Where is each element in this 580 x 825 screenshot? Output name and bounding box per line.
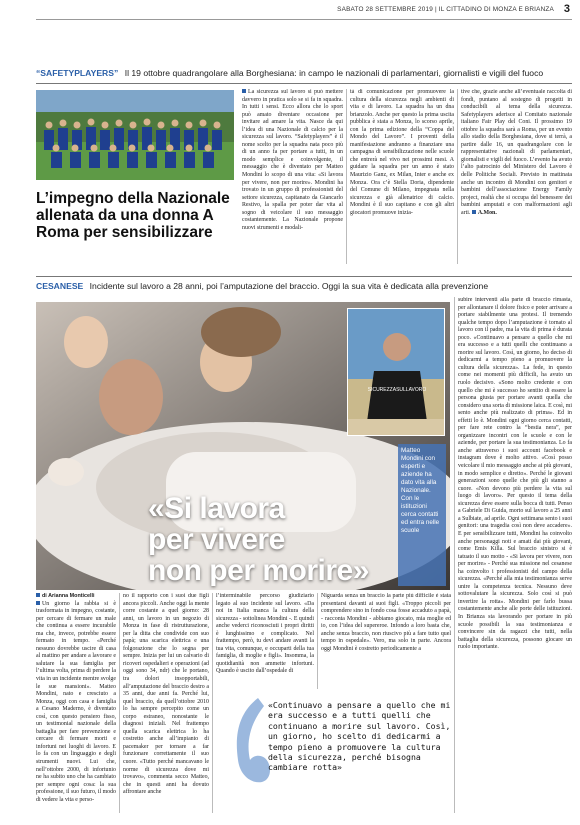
story2-column-2: no il rapporto con i suoi due figli ancora piccoli. Anche oggi la mente corre costante a quel giorno: 28 anni, un lavoro in un negozio di Monza in fase di ristrutturazione, per la ditta che condivide con suo papà; una scarica elettrica e una folgorazione che lo segna per sempre. Inizia per lui un calvario di ricoveri ospedalieri e operazioni (ad oggi sono 34, ndr) che le portano, tra dolori insopportabili, all’amputazione del braccio destro a 35 anni, due anni fa. Perché lui, quel braccio, da quell’ottobre 2010 lo ha sempre percepito come un corpo estraneo, nonostante le diagnosi iniziali. Nel frattempo quella scarica elettrica lo ha costretto anche all’impianto di pacemaker per tornare a far funzionare correttamente il suo cuore. «Tutto perché mancavano le norme di sicurezza dove mi trovavo», commenta secco Matteo, che in questi anni ha dovuto affrontare anche [123, 593, 209, 796]
pull-quote: «Continuavo a pensare a quello che mi era successo e a tutti quelli che continuano a morire sul lavoro. Così, un giorno, ho scelto di dedicarmi a tempo pieno a promuovere la cultura della sicurezza, perché bisogna cambiare rotta» [268, 700, 451, 773]
story2-column-5: subire interventi alla parte di braccio rimasta, per allontanare il dolore fisico e poter arrivare a portare stabilmente una protesi. Il tremendo qualche tempo dopo l’amputazione è tornato al lavoro con il padre, ma la vita di prima è durata poco. «Continuavo a pensare a quello che mi era successo e a tutti quelli che continuano a morire sul lavoro. Così, un giorno, ho deciso di dedicarmi a tempo pieno a promuovere la cultura della sicurezza». La fede, in questo come nei momenti più difficili, ha avuto un ruolo decisivo. «Sono molto credente e con quello che mi è successo ho sentito di essere la persona giusta per portare avanti quella che considero una sorta di missione laica. E così, mi sento anche più realizzato di prima». Ed in effetti lo è. Mondini ogni giorno cerca contatti, per fare rete contro la “bestia nera”, per organizzare incontri con le scuole e con le aziende, per portare la sua testimonianza. Lo fa anche attraverso i suoi account facebook e instagram dove è molto attivo. «Così posso veicolare il mio messaggio anche ai più giovani, in modo semplice e diretto». Perché le giovani generazioni sono quelle che più gli stanno a cuore. «Non devono più perdere la vita sul luogo di lavoro». Per questo il tema della sicurezza deve essere sulla bocca di tutti. Penso a Gabriele Di Guida, morto sul lavoro a 25 anni a Sulbiate, ad aprile. Ogni settimana sento i suoi genitori: una tragedia così non deve accadere». E per sensibilizzare tutti, Mondini ha coinvolto anche personaggi noti e amati dai più giovani, come Emis Killa. Sul braccio sinistro si è tatuato il suo motto - «Si lavora per vivere, non per morire» - Perché sua missione nel cesanese ha coinvolto i professionisti del campo della sicurezza. «Perché alla mia testimonianza serve unire la competenza tecnica. Nessuno deve sottovalutare la sicurezza. Solo così si può invertire la rotta». Mondini per farlo bussa costantemente anche alle porte delle istituzioni. In Brianza sta lavorando per portare in più scuole possibili la sua testimonianza e convincere sin da ragazzi che tutti, nella battaglia della sicurezza, possono giocare un ruolo importante. [458, 297, 572, 651]
main-quote-line-2: per vivere [148, 523, 285, 556]
inset-photo [347, 308, 445, 436]
photo-caption: Matteo Mondini con esperti e aziende ha dato vita alla Nazionale. Con le istituzioni cerca contatti ed entra nelle scuole [398, 444, 446, 586]
story1-headline: L’impegno della Nazionale allenata da una donna A Roma per sensibilizzare [36, 190, 230, 241]
byline: di Arianna Monticelli [36, 593, 116, 601]
story1-kicker [36, 68, 572, 78]
story2-kicker-text: Incidente sul lavoro a 28 anni, poi l’amputazione del braccio. Oggi la sua vita è dedicata alla prevenzione [89, 281, 489, 291]
masthead [0, 0, 580, 22]
story2-top-rule [36, 276, 572, 277]
story2-kicker-tag: CESANESE [36, 281, 84, 291]
column-divider [346, 89, 347, 264]
story2-kicker [36, 281, 572, 291]
main-quote-line-1: «Si lavora [148, 492, 285, 525]
main-quote [148, 493, 369, 586]
story1-rule [36, 83, 572, 84]
main-quote-line-3: non per morire» [148, 554, 369, 587]
team-photo [36, 90, 234, 180]
byline-square-icon [36, 593, 40, 597]
issue-date: SABATO 28 SETTEMBRE 2019 | IL CITTADINO DI MONZA E BRIANZA [337, 6, 554, 13]
story2-column-3: l’interminabile percorso giudiziario legato al suo incidente sul lavoro. «Da noi in Italia manca la cultura della sicurezza - sottolinea Mondini -. E quindi anche vederci riconosciuti i propri diritti è lunghissimo e complicato. Nel frattempo, però, tu devi andare avanti la tua vita, comunque, e occuparti della tua famiglia, di moglie e figli». Insomma, la quotidianità non ammette infortuni. Quando è uscito dall’ospedale di [216, 593, 314, 675]
story1-signature: A.Mon. [477, 209, 497, 216]
story2-column-1: di Arianna Monticelli Un giorno la rabbia si è trasformata in impegno, costante, per cercare di fermare un male che continua a essere incurabile ma che, invece, potrebbe essere fermato in tempo. «Perché nessuno dovrebbe uscire di casa al mattino per andare a lavorare e salutare la sua famiglia per l’ultima volta, prima di perdere la vita in un incidente mentre svolge le sue mansioni». Matteo Mondini, nato e cresciuto a Monza, oggi con casa e famiglia a Cesano Maderno, è diventato così, con questo pensiero fisso, un testimonial nazionale della battaglia per fare prevenzione e cercare di fermare morti e infortuni nei luoghi di lavoro. E lo fa con un linguaggio e degli strumenti nuovi. Lui che, nell’ottobre 2000, di infortunio ne ha subito uno che ha cambiato per sempre ogni cosa: la sua professione, il suo futuro, il modo di vedere la vita e perso- [36, 593, 116, 803]
bullet-square-icon [242, 89, 246, 93]
story1-kicker-tag: “SAFETYPLAYERS” [36, 68, 119, 78]
story1-column-1: La sicurezza sul lavoro si può mettere davvero in pratica solo se si fa in squadra. In tutti i sensi. Ecco allora che lo sport può amato diventare occasione per invitare ad amare la vita. Nasce da qui l’idea di una Nazionale di calcio per la sicurezza sul lavoro. “Safetyplayers” è il nome scelto per la squadra nata poco più di un anno fa per portare a tutti, in un modo semplice e coinvolgente, il messaggio che è diventato per Matteo Mondini lo scopo di una vita: «Si lavora per vivere, non per morire». Mondini ha trovato in un gruppo di professionisti del settore sicurezza, capitanato da Giancarlo Restivo, la spalla per poter dar vita al sogno di veicolare il suo messaggio costantemente. La Nazionale propone nuovi strumenti e modali- [242, 89, 343, 231]
bullet-square-icon [36, 601, 40, 605]
inset-shirt-text: SICUREZZASULLAVORO [367, 387, 427, 393]
story2-column-4: Niguarda senza un braccio la parte più difficile è stata presentarsi davanti ai suoi figli. «Troppo piccoli per comprendere sino in fondo cosa fosse accaduto a papà, - racconta Mondini - abbiamo giocato, mia moglie ed io, con l’idea del supereroe. Infondo a loro basta che, anche senza braccio, non riuscivo più a fare tutto quel tempo in ospedale». Vero, ma solo in parte. Ancora oggi Mondini è costretto periodicamente a [321, 593, 451, 652]
column-divider [119, 593, 120, 813]
masthead-rule [36, 19, 572, 20]
story1-kicker-text: Il 19 ottobre quadrangolare alla Borghesiana: in campo le nazionali di parlamentari, giornalisti e vigili del fuoco [124, 68, 544, 78]
column-divider [317, 593, 318, 689]
end-square-icon [472, 210, 476, 214]
column-divider [457, 89, 458, 264]
story1-column-3: tive che, grazie anche all’eventuale raccolta di fondi, puntano al sostegno di progetti in conducibili al tema della sicurezza. Safetyplayers aderisce al Comitato nazionale italiano Fair Play del Coni. Il prossimo 19 ottobre la squadra sarà a Roma, per un evento allo stadio della Borghesiana, dove si terrà, a partire dalle 16, un quadrangolare con le rappresentative nazionali di parlamentari, giornalisti e vigili del fuoco. L’evento ha avuto l’alto patrocinio del Ministero del Lavoro è delle Politiche Sociali. Previsto in mattinata anche un incontro di Mondini con genitori e bambini dell’associazione Energy Family project, realtà che si occupa del benessere dei bambini amputati e con malformazioni agli arti. A.Mon. [461, 89, 572, 216]
column-divider [212, 593, 213, 813]
story1-column-2: tà di comunicazione per promuovere la cultura della sicurezza negli ambienti di vita e di lavoro. La squadra ha un dna brianzolo. Anche per questo la prima uscita pubblica è stata a Monza, lo scorso aprile, con la prima edizione della “Coppa del Mondo del Lavoro”. I proventi della manifestazione andranno a finanziare una campagna di sensibilizzazione nelle scuole che entrerà nel vivo nei prossimi mesi. A guidare la squadra per un anno è stato Maurizio Ganz, ex Milan, Inter e anche ex Monza. Ora c’è Stella Doria, dipendente del Comune di Milano, impegnata nella sicurezza e già allenatrice di calcio. Mondini è il suo capitano e con gli altri giocatori promuove inizia- [350, 89, 454, 216]
page-number: 3 [563, 3, 570, 15]
